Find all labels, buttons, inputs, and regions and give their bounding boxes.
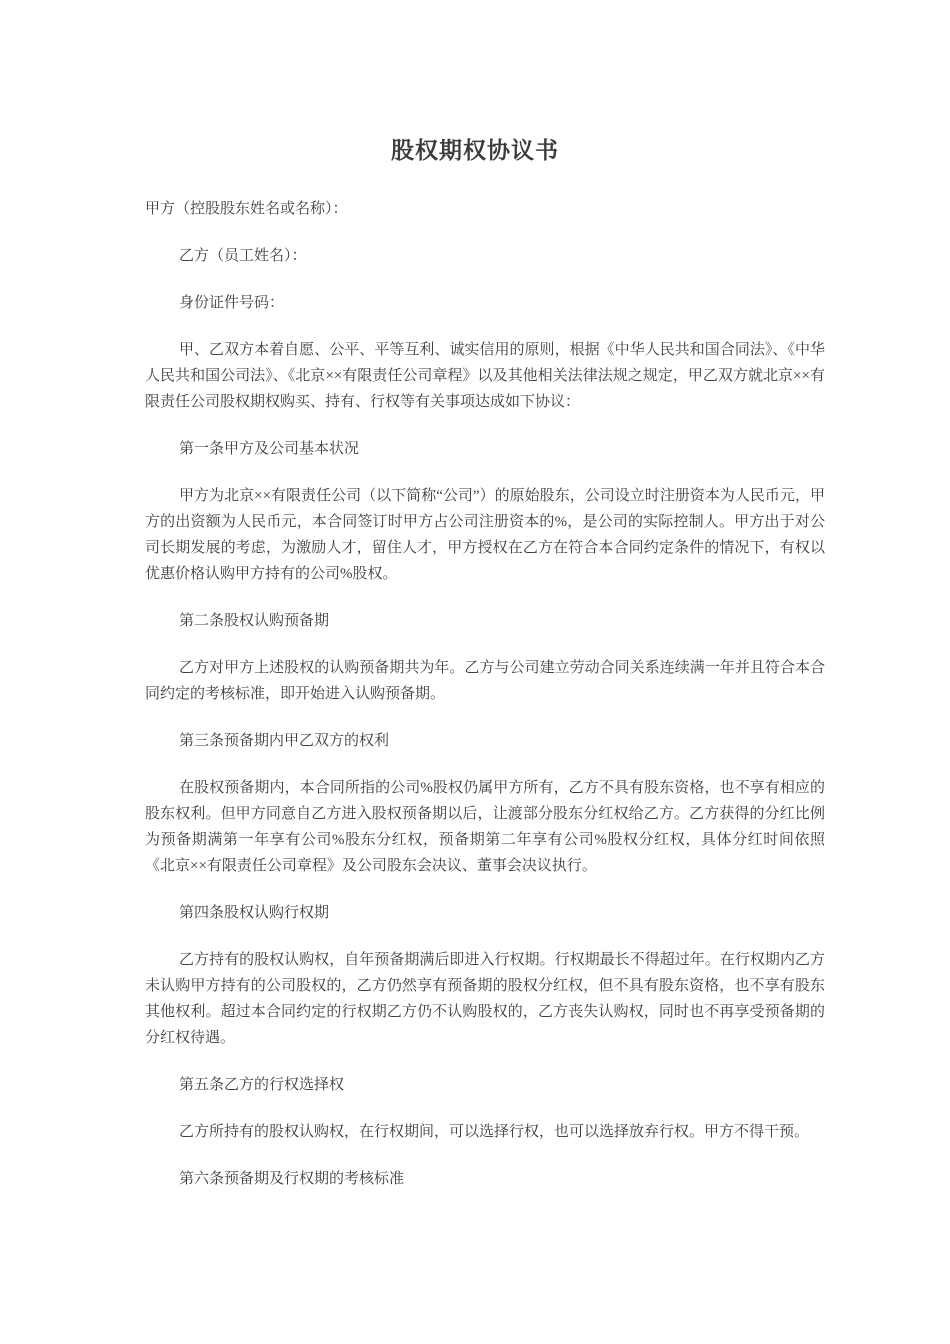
clause-4-body: 乙方持有的股权认购权，自年预备期满后即进入行权期。行权期最长不得超过年。在行权期内乙方未认购甲方持有的公司股权的，乙方仍然享有预备期的股权分红权，但不具有股东资格，也不享有股东其他权利。超过本合同约定的行权期乙方仍不认购股权的，乙方丧失认购权，同时也不再享受预备期的分红权待遇。 <box>145 952 825 1046</box>
party-a-line: 甲方（控股股东姓名或名称）： <box>145 201 348 217</box>
clause-4-heading: 第四条股权认购行权期 <box>179 905 330 921</box>
clause-3-heading: 第三条预备期内甲乙双方的权利 <box>179 733 390 749</box>
clause-5-body: 乙方所持有的股权认购权，在行权期间，可以选择行权，也可以选择放弃行权。甲方不得干预。 <box>179 1124 810 1140</box>
clause-1-body: 甲方为北京××有限责任公司（以下简称“公司”）的原始股东，公司设立时注册资本为人民币元，甲方的出资额为人民币元，本合同签订时甲方占公司注册资本的%，是公司的实际控制人。甲方出于对公司长期发展的考虑，为激励人才，留住人才，甲方授权在乙方在符合本合同约定条件的情况下，有权以优惠价格认购甲方持有的公司%股权。 <box>145 488 825 582</box>
id-number-line: 身份证件号码： <box>179 295 285 311</box>
preamble-paragraph: 甲、乙双方本着自愿、公平、平等互利、诚实信用的原则，根据《中华人民共和国合同法》、《中华人民共和国公司法》、《北京××有限责任公司章程》以及其他相关法律法规之规定，甲乙双方就北京××有限责任公司股权期权购买、持有、行权等有关事项达成如下协议： <box>145 342 825 410</box>
document-body <box>145 196 825 1192</box>
clause-5-heading: 第五条乙方的行权选择权 <box>179 1077 345 1093</box>
clause-1-heading: 第一条甲方及公司基本状况 <box>179 441 360 457</box>
document-title: 股权期权协议书 <box>391 138 559 163</box>
clause-2-heading: 第二条股权认购预备期 <box>179 613 330 629</box>
clause-6-heading: 第六条预备期及行权期的考核标准 <box>179 1171 405 1187</box>
clause-2-body: 乙方对甲方上述股权的认购预备期共为年。乙方与公司建立劳动合同关系连续满一年并且符合本合同约定的考核标准，即开始进入认购预备期。 <box>145 660 825 702</box>
clause-3-body: 在股权预备期内，本合同所指的公司%股权仍属甲方所有，乙方不具有股东资格，也不享有相应的股东权利。但甲方同意自乙方进入股权预备期以后，让渡部分股东分红权给乙方。乙方获得的分红比例为预备期满第一年享有公司%股东分红权，预备期第二年享有公司%股权分红权，具体分红时间依照《北京××有限责任公司章程》及公司股东会决议、董事会决议执行。 <box>145 780 825 874</box>
party-b-line: 乙方（员工姓名）： <box>179 248 307 264</box>
